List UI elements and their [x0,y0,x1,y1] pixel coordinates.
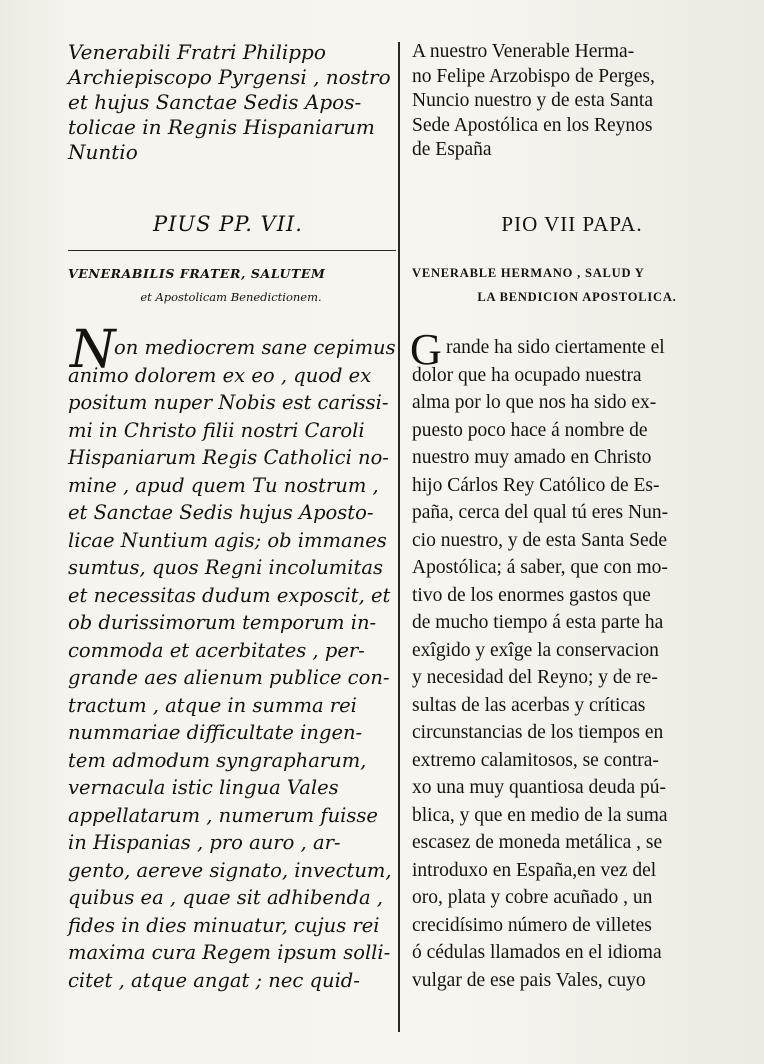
spanish-address-line: Nuncio nuestro y de esta Santa [412,90,653,111]
spanish-heading: PIO VII PAPA. [501,212,643,236]
spanish-body-line: nuestro muy amado en Christo [412,447,652,468]
latin-body-line: citet , atque angat ; nec quid- [68,968,360,992]
latin-body-line: et Sanctae Sedis hujus Aposto- [68,501,374,524]
spanish-address [412,40,742,163]
latin-body-line: fides in dies minuatur, cujus rei [68,913,380,937]
latin-body-line: animo dolorem ex eo , quod ex [68,363,372,387]
spanish-body-line: Apostólica; á saber, que con mo- [412,557,668,578]
spanish-address-line: Sede Apostólica en los Reynos [412,114,653,136]
latin-body-line: positum nuper Nobis est carissi- [68,391,389,414]
latin-body-line: gento, aereve signato, invectum, [68,858,392,882]
latin-body-line: commoda et acerbitates , per- [68,638,365,662]
latin-body-line: et necessitas dudum exposcit, et [68,583,391,607]
spanish-body-line: puesto poco hace á nombre de [412,419,648,441]
latin-body [68,334,394,994]
latin-body-line: ob durissimorum temporum in- [68,611,377,634]
spanish-body-line: hijo Cárlos Rey Católico de Es- [412,474,660,496]
spanish-initial: G [410,325,442,374]
spanish-address-line: no Felipe Arzobispo de Perges, [412,65,655,87]
column-divider [398,42,400,1032]
latin-body-line: tractum , atque in summa rei [68,693,357,717]
latin-address-line: Nuntio [68,140,138,164]
latin-body-line: appellatarum , numerum fuisse [68,803,378,827]
spanish-body-line: vulgar de ese pais Vales, cuyo [412,969,646,991]
latin-body-line: mi in Christo filii nostri Caroli [68,418,365,442]
latin-body-line: licae Nuntium agis; ob immanes [68,528,387,552]
spanish-body-line: paña, cerca del qual tú eres Nun- [412,502,669,523]
latin-body-line: grande aes alienum publice con- [68,666,390,689]
latin-body-line: tem admodum syngrapharum, [68,748,367,772]
spanish-body [412,334,742,994]
spanish-body-line: circunstancias de los tiempos en [412,722,664,743]
latin-salutation-benediction: et Apostolicam Benedictionem. [140,290,322,304]
spanish-address-line: de España [412,139,492,160]
spanish-body-line: escasez de moneda metálica , se [412,832,663,853]
latin-address-line: et hujus Sanctae Sedis Apos- [68,90,362,114]
spanish-body-line: extremo calamitosos, se contra- [412,749,659,771]
latin-heading-rule [68,250,396,251]
spanish-body-line: cio nuestro, y de esta Santa Sede [412,529,668,551]
latin-address-line: tolicae in Regnis Hispaniarum [68,115,375,139]
latin-body-line: nummariae difficultate ingen- [68,721,363,744]
spanish-body-line: blica, y que en medio de la suma [412,804,668,826]
latin-initial: N [70,320,116,380]
spanish-salutation: VENERABLE HERMANO , SALUD Y [412,266,645,280]
latin-heading: PIUS PP. VII. [153,212,303,236]
spanish-body-line: ó cédulas llamados en el idioma [412,942,662,963]
spanish-body-line: de mucho tiempo á esta parte ha [412,612,664,633]
latin-address [68,40,394,165]
latin-salutation: VENERABILIS FRATER, SALUTEM [68,266,326,281]
spanish-body-line: sultas de las acerbas y críticas [412,694,646,716]
spanish-body-line: xo una muy quantiosa deuda pú- [412,777,666,798]
latin-body-line: quibus ea , quae sit adhibenda , [68,886,383,909]
spanish-body-line: exîgido y exîge la conservacion [412,639,659,661]
spanish-body-line: rande ha sido ciertamente el [446,337,665,358]
spanish-body-line: tivo de los enormes gastos que [412,584,651,606]
spanish-body-line: alma por lo que nos ha sido ex- [412,392,657,413]
latin-body-line: maxima cura Regem ipsum solli- [68,941,391,964]
latin-body-line: mine , apud quem Tu nostrum , [68,473,379,497]
spanish-salutation-benediction: LA BENDICION APOSTOLICA. [477,290,677,304]
latin-body-line: on mediocrem sane cepimus [114,336,396,359]
latin-body-line: in Hispanias , pro auro , ar- [68,831,341,854]
spanish-body-line: introduxo en España,en vez del [412,859,657,881]
spanish-body-line: oro, plata y cobre acuñado , un [412,887,653,908]
spanish-body-line: dolor que ha ocupado nuestra [412,364,642,386]
latin-address-line: Venerabili Fratri Philippo [68,40,326,64]
spanish-body-line: crecidísimo número de villetes [412,914,652,936]
latin-body-line: vernacula istic lingua Vales [68,776,339,799]
latin-body-line: sumtus, quos Regni incolumitas [68,556,383,579]
latin-body-line: Hispaniarum Regis Catholici no- [68,446,389,469]
latin-address-line: Archiepiscopo Pyrgensi , nostro [68,65,391,89]
spanish-body-line: y necesidad del Reyno; y de re- [412,667,658,688]
spanish-address-line: A nuestro Venerable Herma- [412,41,635,62]
